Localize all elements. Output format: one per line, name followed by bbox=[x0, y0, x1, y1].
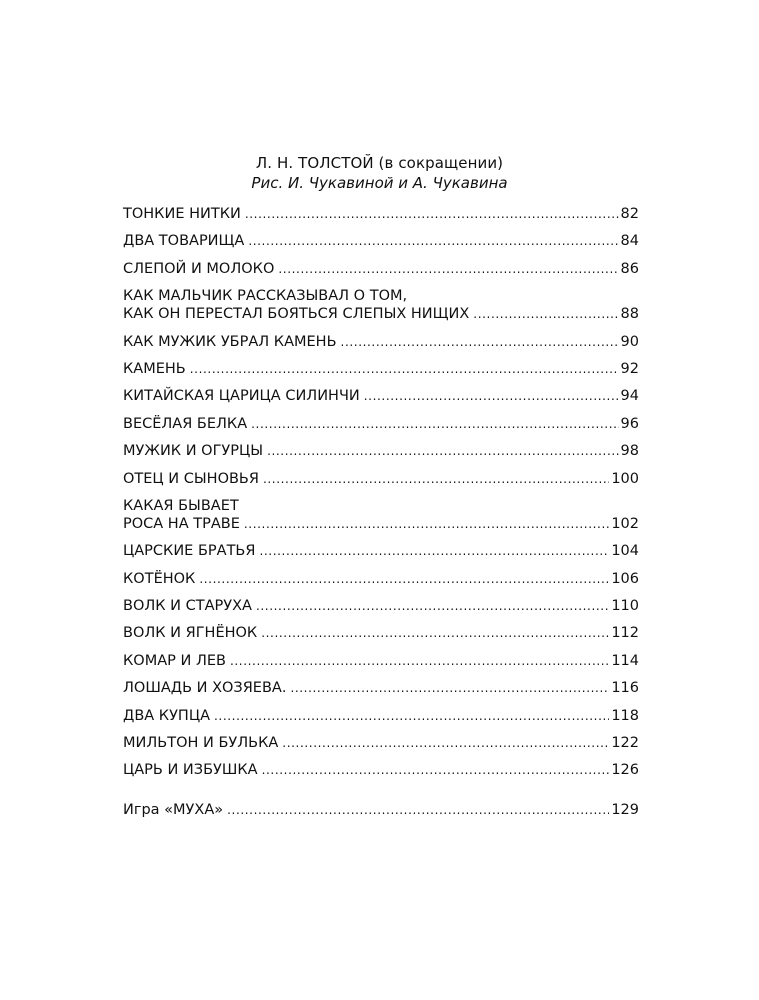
toc-entry-title-line: КИТАЙСКАЯ ЦАРИЦА СИЛИНЧИ bbox=[123, 388, 360, 405]
toc-entry-title bbox=[123, 232, 244, 250]
toc-entry-title-line: КОТЁНОК bbox=[123, 570, 196, 587]
toc-page-number: 90 bbox=[620, 333, 639, 350]
toc-dot-leader bbox=[259, 542, 609, 560]
toc-entry-title-line: ТОНКИЕ НИТКИ bbox=[123, 206, 241, 222]
toc-page-number: 92 bbox=[620, 360, 639, 377]
toc-entry-title-line: РОСА НА ТРАВЕ bbox=[123, 515, 240, 532]
toc-entry-title-line: КАМЕНЬ bbox=[123, 360, 186, 377]
toc-dot-leader bbox=[262, 761, 610, 779]
toc-entry-title-line: ДВА КУПЦА bbox=[123, 707, 211, 724]
toc-entry-title-line: Игра «МУХА» bbox=[123, 802, 224, 819]
toc-dot-leader bbox=[214, 707, 609, 725]
toc-entry-title bbox=[123, 597, 252, 615]
toc-dot-leader bbox=[267, 442, 618, 460]
toc-entry-title-line: КАКАЯ БЫВАЕТ bbox=[123, 497, 239, 514]
toc-entry-title-line: ВЕСЁЛАЯ БЕЛКА bbox=[123, 415, 248, 432]
toc-entry-title-line: ВОЛК И СТАРУХА bbox=[123, 598, 252, 615]
toc-entry-title bbox=[123, 542, 255, 560]
toc-entry-title-line: СЛЕПОЙ И МОЛОКО bbox=[123, 260, 275, 277]
toc-entry-title bbox=[123, 761, 258, 779]
toc-entry-title-line: ДВА ТОВАРИЩА bbox=[123, 233, 245, 250]
toc-page-number: 94 bbox=[620, 388, 639, 405]
toc-entry-title bbox=[123, 570, 195, 588]
toc-dot-leader bbox=[364, 387, 619, 405]
toc-page-number: 129 bbox=[611, 802, 639, 819]
toc-entry-title bbox=[123, 360, 186, 378]
toc-dot-leader bbox=[341, 333, 619, 351]
toc-entry[interactable] bbox=[123, 387, 639, 405]
toc-dot-leader bbox=[190, 360, 619, 378]
toc-entry-title-line: КАК ОН ПЕРЕСТАЛ БОЯТЬСЯ СЛЕПЫХ НИЩИХ bbox=[123, 306, 470, 323]
toc-dot-leader bbox=[199, 570, 609, 588]
toc-entry[interactable] bbox=[123, 597, 639, 615]
toc-entry-title-line: ЦАРСКИЕ БРАТЬЯ bbox=[123, 543, 256, 560]
toc-entry-title-line: ЦАРЬ И ИЗБУШКА bbox=[123, 762, 258, 779]
toc-dot-leader bbox=[256, 597, 609, 615]
toc-entry[interactable] bbox=[123, 415, 639, 433]
toc-dot-leader bbox=[261, 624, 609, 642]
toc-entry[interactable] bbox=[123, 470, 639, 488]
toc-page-number: 82 bbox=[620, 206, 639, 222]
toc-dot-leader bbox=[227, 801, 609, 819]
toc-entry-title bbox=[123, 442, 263, 460]
toc-entry[interactable] bbox=[123, 333, 639, 351]
toc-page-number: 96 bbox=[620, 415, 639, 432]
toc-entry-title-line: МУЖИК И ОГУРЦЫ bbox=[123, 443, 264, 460]
toc-entry[interactable] bbox=[123, 624, 639, 642]
toc-entry[interactable] bbox=[123, 497, 639, 533]
toc-entry[interactable] bbox=[123, 734, 639, 752]
toc-entry-title bbox=[123, 652, 226, 670]
toc-entry-title bbox=[123, 624, 257, 642]
toc-dot-leader bbox=[263, 470, 609, 488]
toc-entry-title bbox=[123, 287, 469, 323]
toc-entry-title-line: МИЛЬТОН И БУЛЬКА bbox=[123, 735, 279, 752]
toc-entry[interactable] bbox=[123, 260, 639, 278]
toc-entry-title bbox=[123, 707, 210, 725]
toc-page-number: 88 bbox=[620, 306, 639, 323]
toc-dot-leader bbox=[230, 652, 609, 670]
toc-dot-leader bbox=[251, 415, 618, 433]
toc-page-number: 84 bbox=[620, 233, 639, 250]
toc-page-number: 110 bbox=[611, 598, 639, 615]
toc-dot-leader bbox=[245, 205, 619, 223]
toc-page-number: 116 bbox=[611, 680, 639, 697]
toc-dot-leader bbox=[278, 260, 618, 278]
toc-page-number: 112 bbox=[611, 625, 639, 642]
toc-page-number: 86 bbox=[620, 260, 639, 277]
toc-entry-title-line: ВОЛК И ЯГНЁНОК bbox=[123, 625, 258, 642]
illustrators-line: Рис. И. Чукавиной и А. Чукавина bbox=[251, 174, 508, 192]
toc-entry-title bbox=[123, 734, 278, 752]
toc-page-number: 114 bbox=[611, 652, 639, 669]
toc-entry-title bbox=[123, 801, 223, 819]
toc-entry-title-line: ОТЕЦ И СЫНОВЬЯ bbox=[123, 470, 259, 487]
toc-entry[interactable] bbox=[123, 707, 639, 725]
toc-entry-title bbox=[123, 415, 247, 433]
toc-entry-title-line: КАК МАЛЬЧИК РАССКАЗЫВАЛ О ТОМ, bbox=[123, 288, 408, 305]
toc-entry-title bbox=[123, 470, 259, 488]
toc-dot-leader bbox=[473, 305, 618, 323]
toc-page-number: 126 bbox=[611, 762, 639, 779]
author-line: Л. Н. ТОЛСТОЙ (в сокращении) bbox=[255, 154, 504, 172]
toc-entry[interactable] bbox=[123, 287, 639, 323]
toc-page-number: 98 bbox=[620, 443, 639, 460]
toc-dot-leader bbox=[282, 734, 609, 752]
toc-entry-title bbox=[123, 333, 337, 351]
toc-dot-leader bbox=[290, 679, 609, 697]
toc-entry-title bbox=[123, 260, 274, 278]
toc-entry[interactable] bbox=[123, 442, 639, 460]
toc-entry[interactable] bbox=[123, 761, 639, 779]
toc-entry-title-line: КАК МУЖИК УБРАЛ КАМЕНЬ bbox=[123, 333, 337, 350]
toc-page-number: 102 bbox=[611, 515, 639, 532]
section-header bbox=[0, 153, 759, 193]
toc-dot-leader bbox=[244, 515, 609, 533]
toc-entry[interactable] bbox=[123, 232, 639, 250]
table-of-contents bbox=[123, 205, 639, 829]
toc-entry-extra[interactable] bbox=[123, 801, 639, 819]
toc-entry-title bbox=[123, 497, 240, 533]
toc-page-number: 106 bbox=[611, 570, 639, 587]
toc-entry[interactable] bbox=[123, 679, 639, 697]
toc-entry[interactable] bbox=[123, 570, 639, 588]
toc-entry-title bbox=[123, 387, 360, 405]
toc-entry[interactable] bbox=[123, 360, 639, 378]
toc-page-number: 122 bbox=[611, 735, 639, 752]
toc-page-number: 100 bbox=[611, 470, 639, 487]
toc-page-number: 104 bbox=[611, 543, 639, 560]
toc-entry[interactable] bbox=[123, 652, 639, 670]
toc-entry-title bbox=[123, 205, 241, 223]
toc-entry-title-line: КОМАР И ЛЕВ bbox=[123, 652, 226, 669]
toc-entry[interactable] bbox=[123, 205, 639, 223]
toc-page-number: 118 bbox=[611, 707, 639, 724]
toc-entry-title-line: ЛОШАДЬ И ХОЗЯЕВА. bbox=[123, 680, 287, 697]
toc-dot-leader bbox=[248, 232, 618, 250]
toc-entry[interactable] bbox=[123, 542, 639, 560]
toc-entry-title bbox=[123, 679, 286, 697]
